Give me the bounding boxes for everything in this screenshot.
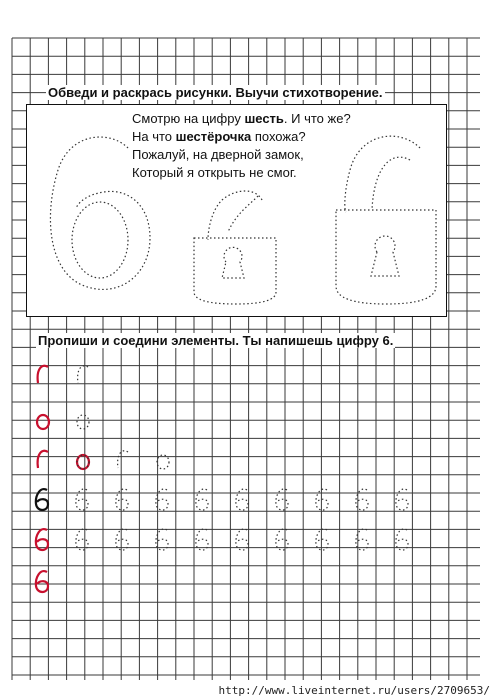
trace-six <box>156 489 168 510</box>
trace-six <box>196 489 208 510</box>
trace-hook-stroke <box>118 451 128 468</box>
trace-six <box>276 529 288 550</box>
trace-six <box>116 529 128 550</box>
trace-six <box>356 489 368 510</box>
task-2-instruction: Пропиши и соедини элементы. Ты напишешь цифру 6. <box>38 333 394 348</box>
trace-six <box>156 529 168 550</box>
trace-six <box>76 489 88 510</box>
trace-six <box>236 489 248 510</box>
trace-six <box>196 529 208 550</box>
sample-six <box>36 571 48 592</box>
trace-six <box>76 529 88 550</box>
practice-row <box>37 415 89 429</box>
trace-six <box>316 489 328 510</box>
trace-six <box>396 489 408 510</box>
sample-six <box>36 529 48 550</box>
trace-six <box>116 489 128 510</box>
sample-hook-stroke <box>38 451 48 468</box>
sample-six <box>36 489 48 510</box>
trace-loop-stroke <box>157 455 169 469</box>
practice-row <box>36 489 408 510</box>
trace-hook-stroke <box>78 366 88 383</box>
practice-row <box>38 366 88 383</box>
sample-loop-stroke <box>37 415 49 429</box>
sample-hook-stroke <box>38 366 48 383</box>
task-1-instruction: Обведи и раскрась рисунки. Выучи стихотворение. <box>48 85 383 100</box>
practice-row <box>36 529 408 550</box>
practice-row <box>38 451 169 469</box>
trace-six <box>276 489 288 510</box>
poem-word-six: шесть <box>244 111 284 126</box>
poem-line-1: Смотрю на цифру шесть. И что же? <box>132 111 351 126</box>
practice-row <box>36 571 48 592</box>
poem-line-4: Который я открыть не смог. <box>132 165 297 180</box>
poem-line-2: На что шестёрочка похожа? <box>132 129 306 144</box>
trace-loop-stroke <box>77 415 89 429</box>
trace-six <box>236 529 248 550</box>
poem-word-sixie: шестёрочка <box>175 129 252 144</box>
trace-six <box>396 529 408 550</box>
poem-line-3: Пожалуй, на дверной замок, <box>132 147 304 162</box>
trace-six <box>316 529 328 550</box>
trace-six <box>356 529 368 550</box>
source-url: http://www.liveinternet.ru/users/2709653/ <box>218 684 490 697</box>
